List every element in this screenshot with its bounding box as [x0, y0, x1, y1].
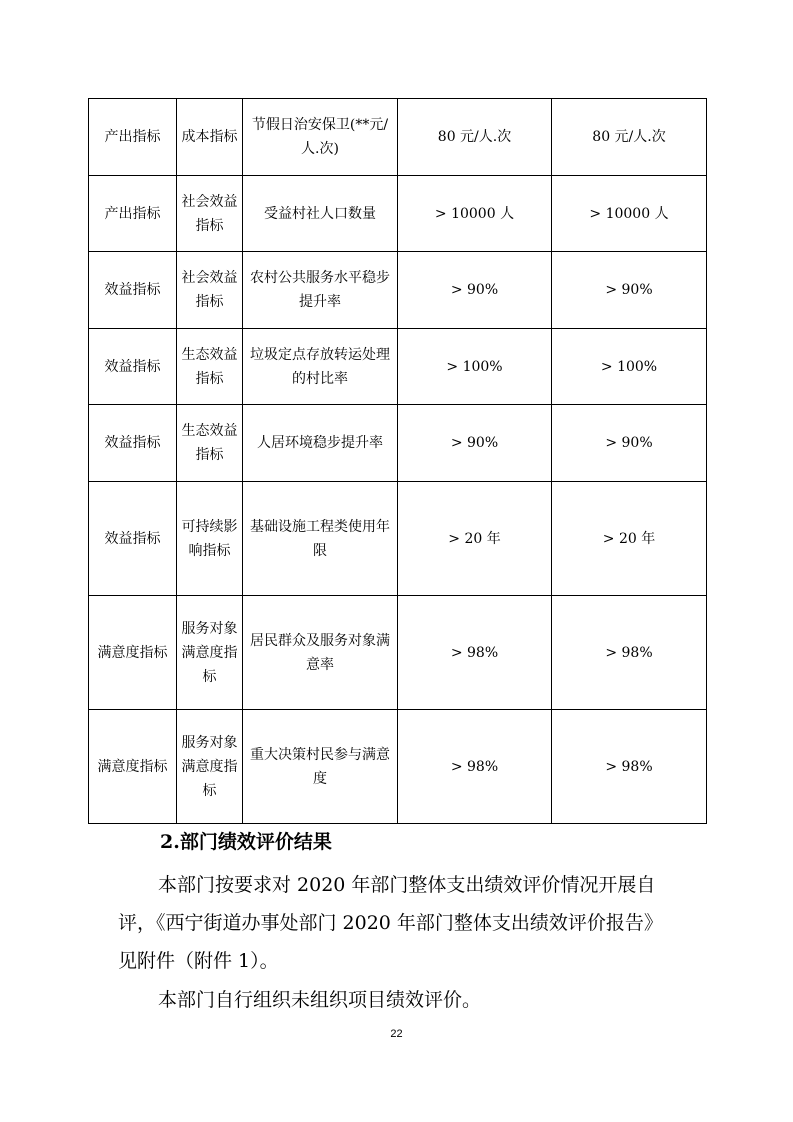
- actual-value-cell: > 90%: [552, 405, 707, 482]
- actual-value-cell: > 90%: [552, 252, 707, 329]
- level1-indicator-cell: 产出指标: [89, 99, 177, 176]
- page-number: 22: [390, 1028, 403, 1040]
- evaluation-paragraph: [118, 866, 678, 980]
- level2-indicator-cell: 可持续影响指标: [177, 482, 243, 596]
- target-value-cell: > 90%: [398, 252, 552, 329]
- level2-indicator-cell: 成本指标: [177, 99, 243, 176]
- project-evaluation-paragraph-text: 本部门自行组织未组织项目绩效评价。: [158, 989, 482, 1011]
- section-heading: 2.部门绩效评价结果: [160, 831, 332, 853]
- table-row: [89, 252, 707, 329]
- table-row: [89, 176, 707, 252]
- indicator-name-cell: 节假日治安保卫(**元/人.次): [243, 99, 398, 176]
- indicator-name-cell: 人居环境稳步提升率: [243, 405, 398, 482]
- indicator-name-cell: 重大决策村民参与满意度: [243, 710, 398, 824]
- indicator-name-cell: 基础设施工程类使用年限: [243, 482, 398, 596]
- level2-indicator-cell: 社会效益指标: [177, 252, 243, 329]
- actual-value-cell: > 100%: [552, 329, 707, 405]
- target-value-cell: > 98%: [398, 710, 552, 824]
- target-value-cell: > 98%: [398, 596, 552, 710]
- table-row: [89, 329, 707, 405]
- actual-value-cell: 80 元/人.次: [552, 99, 707, 176]
- level2-indicator-cell: 服务对象满意度指标: [177, 596, 243, 710]
- level1-indicator-cell: 效益指标: [89, 252, 177, 329]
- level2-indicator-cell: 生态效益指标: [177, 405, 243, 482]
- target-value-cell: > 10000 人: [398, 176, 552, 252]
- evaluation-paragraph-text: 本部门按要求对 2020 年部门整体支出绩效评价情况开展自评，《西宁街道办事处部门 2020 年部门整体支出绩效评价报告》见附件（附件 1）。: [118, 874, 663, 972]
- table-row: [89, 405, 707, 482]
- target-value-cell: > 90%: [398, 405, 552, 482]
- actual-value-cell: > 20 年: [552, 482, 707, 596]
- level1-indicator-cell: 效益指标: [89, 482, 177, 596]
- actual-value-cell: > 98%: [552, 596, 707, 710]
- target-value-cell: > 20 年: [398, 482, 552, 596]
- level1-indicator-cell: 效益指标: [89, 405, 177, 482]
- table-row: [89, 482, 707, 596]
- target-value-cell: 80 元/人.次: [398, 99, 552, 176]
- level1-indicator-cell: 效益指标: [89, 329, 177, 405]
- level1-indicator-cell: 满意度指标: [89, 596, 177, 710]
- indicator-name-cell: 受益村社人口数量: [243, 176, 398, 252]
- table-row: [89, 710, 707, 824]
- actual-value-cell: > 10000 人: [552, 176, 707, 252]
- indicator-name-cell: 垃圾定点存放转运处理的村比率: [243, 329, 398, 405]
- indicator-name-cell: 农村公共服务水平稳步提升率: [243, 252, 398, 329]
- level2-indicator-cell: 生态效益指标: [177, 329, 243, 405]
- table-row: [89, 596, 707, 710]
- indicator-name-cell: 居民群众及服务对象满意率: [243, 596, 398, 710]
- level1-indicator-cell: 满意度指标: [89, 710, 177, 824]
- level2-indicator-cell: 服务对象满意度指标: [177, 710, 243, 824]
- performance-indicator-table: [88, 98, 707, 824]
- table-row: [89, 99, 707, 176]
- target-value-cell: > 100%: [398, 329, 552, 405]
- level2-indicator-cell: 社会效益指标: [177, 176, 243, 252]
- actual-value-cell: > 98%: [552, 710, 707, 824]
- project-evaluation-paragraph: [118, 981, 678, 1019]
- level1-indicator-cell: 产出指标: [89, 176, 177, 252]
